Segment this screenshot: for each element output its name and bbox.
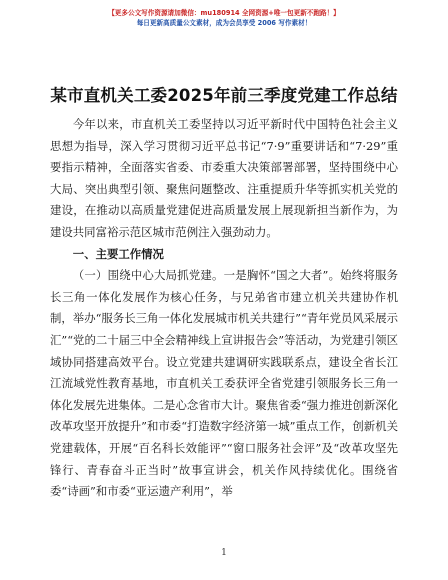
section-heading: 一、主要工作情况 — [72, 246, 164, 261]
document-body — [50, 114, 398, 503]
body-paragraph: （一）围绕中心大局抓党建。一是胸怀“国之大者”。始终将服务长三角一体化发展作为核心任务，与兄弟省市建立机关共建协作机制，举办“服务长三角一体化发展城市机关共建行”“青年党员风采展示汇”“党的二十届三中全会精神线上宣讲报告会”等活动，为党建引领区域协同搭建高效平台。设立党建共建调研实践联系点，建设全省长江江流域党性教育基地，市直机关工委获评全省党建引领服务长三角一体化发展先进集体。二是心念省市大计。聚焦省委“强力推进创新深化改革攻坚开放提升”和市委“打造数字经济第一城”重点工作，创新机关党建载体，开展“百名科长效能评”“窗口服务社会评”及“改革攻坚先锋行、青春奋斗正当时”故事宣讲会，机关作风持续优化。围绕省委“诗画”和市委“亚运遗产利用”，举 — [50, 268, 398, 499]
page-number: 1 — [221, 548, 227, 558]
promo-banner-line-1: 【更多公文写作资源请加微信：mu180914 全网资源+唯一包更新不跑路！】 — [108, 9, 340, 17]
intro-paragraph: 今年以来，市直机关工委坚持以习近平新时代中国特色社会主义思想为指导，深入学习贯彻习近平总书记“7·9”重要讲话和“7·29”重要指示精神，全面落实省委、市委重大决策部署部署，坚持围绕中心大局、突出典型引领、聚焦问题整改、注重提质升华等抓实机关党的建设，在推动以高质量党建促进高质量发展上展现新担当新作为，为建设共同富裕示范区城市范例注入强劲动力。 — [50, 117, 398, 239]
document-title: 某市直机关工委2025年前三季度党建工作总结 — [50, 86, 398, 105]
promo-banner — [0, 8, 448, 28]
promo-banner-line-2: 每日更新高质量公文素材，成为会员享受 2006 写作素材！ — [136, 19, 312, 27]
